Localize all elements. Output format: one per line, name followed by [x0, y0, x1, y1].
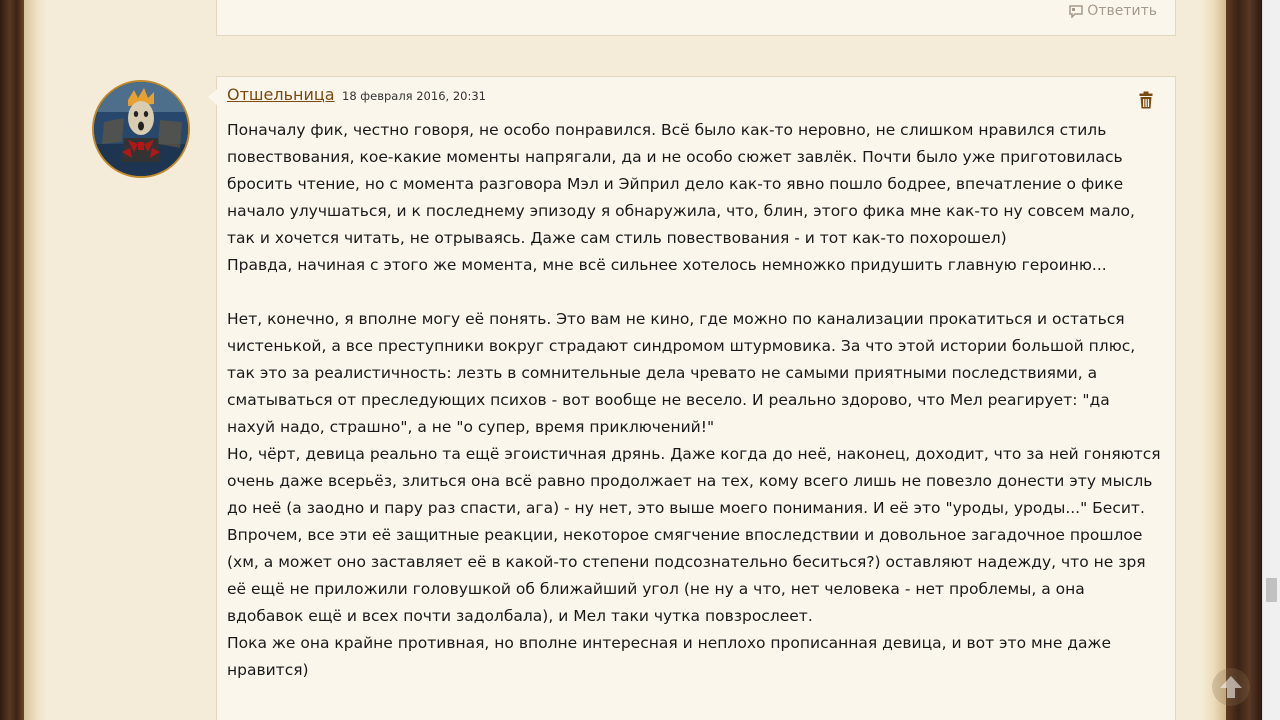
- comment-pointer: [208, 89, 217, 105]
- right-wood-frame: [1226, 0, 1262, 720]
- reply-label: Ответить: [1087, 3, 1157, 19]
- comment-paragraph: Но, чёрт, девица реально та ещё эгоистичная дрянь. Даже когда до неё, наконец, доходит, что за ней гоняются очень даже всерьёз, злиться она всё равно продолжает на тех, кому всего лишь не повезло донести эту мысль до неё (а заодно и пару раз спасти, ага) - ну нет, это выше моего понимания. И её это "уроды, уроды..." Бесит.: [227, 445, 1166, 517]
- page-content: [46, 0, 1202, 720]
- avatar[interactable]: [92, 80, 190, 178]
- scrollbar-thumb[interactable]: [1266, 578, 1277, 602]
- comment-paragraph: Впрочем, все эти её защитные реакции, некоторое смягчение впоследствии и довольное загадочное прошлое (хм, а может оно заставляет её в какой-то степени подсознательно беситься?) оставляют надежду, что не зря её ещё не приложили головушкой об ближайший угол (не ну а что, нет человека - нет проблемы, а она вдобавок ещё и всех почти задолбала), и Мел таки чутка повзрослеет.: [227, 526, 1151, 625]
- left-wood-frame: [0, 0, 24, 720]
- comment-card: [216, 76, 1176, 720]
- comment-paragraph: [227, 279, 1162, 306]
- comment-author-link[interactable]: Отшельница: [227, 85, 335, 104]
- comment-paragraph: Поначалу фик, честно говоря, не особо понравился. Всё было как-то неровно, не слишком нравился стиль повествования, кое-какие моменты напрягали, да и не особо сюжет завлёк. Почти было уже приготовилась бросить чтение, но с момента разговора Мэл и Эйприл дело как-то явно пошло бодрее, впечатление о фике начало улучшаться, и к последнему эпизоду я обнаружила, что, блин, этого фика мне как-то ну совсем мало, так и хочется читать, не отрываясь. Даже сам стиль повествования - и тот как-то похорошел): [227, 121, 1140, 247]
- comment-paragraph: Нет, конечно, я вполне могу её понять. Это вам не кино, где можно по канализации прокатиться и остаться чистенькой, а все преступники вокруг страдают синдромом штурмовика. За что этой истории большой плюс, так это за реалистичность: лезть в сомнительные дела чревато не самыми приятными последствиями, а сматываться от преследующих психов - вот вообще не весело. И реально здорово, что Мел реагирует: "да нахуй надо, страшно", а не "о супер, время приключений!": [227, 310, 1141, 436]
- scroll-to-top-button[interactable]: [1212, 668, 1250, 706]
- comment-body: [227, 117, 1166, 684]
- comment-paragraph: Пока же она крайне противная, но вполне интересная и неплохо прописанная девица, и вот это мне даже нравится): [227, 634, 1116, 679]
- reply-button[interactable]: [1069, 3, 1157, 19]
- comment-paragraph: Правда, начиная с этого же момента, мне всё сильнее хотелось немножко придушить главную героиню...: [227, 256, 1107, 274]
- speech-bubble-icon: [1069, 5, 1083, 17]
- trash-icon[interactable]: [1139, 91, 1153, 109]
- comment-date: 18 февраля 2016, 20:31: [342, 89, 486, 103]
- page-scrollbar[interactable]: [1262, 0, 1280, 720]
- arrow-up-icon: [1212, 668, 1250, 706]
- right-frame-border: [1202, 0, 1226, 720]
- previous-comment-box: [216, 0, 1176, 36]
- left-frame-border: [24, 0, 46, 720]
